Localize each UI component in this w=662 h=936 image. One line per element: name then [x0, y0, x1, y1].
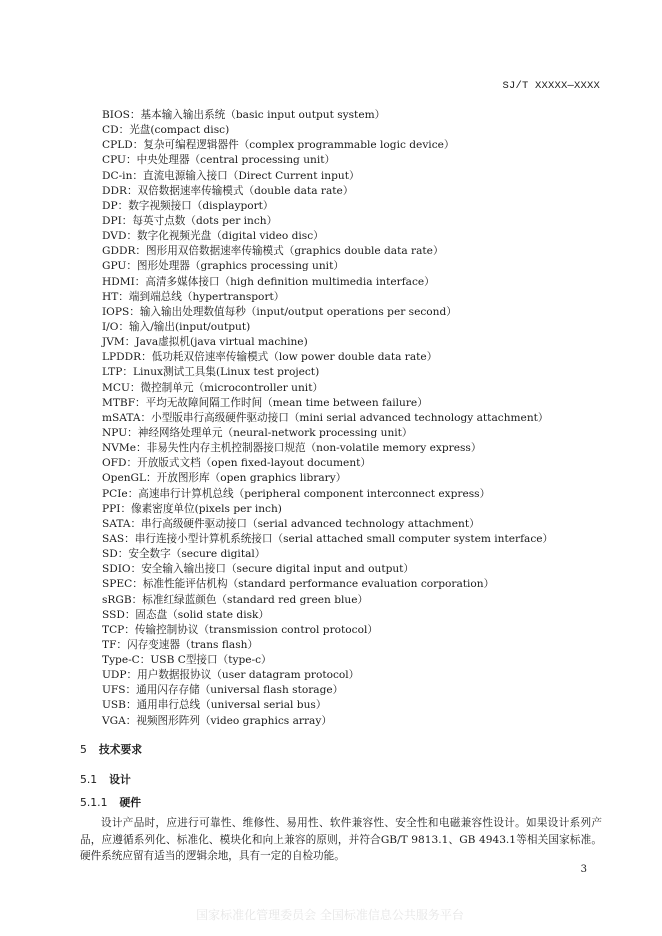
section-title: 技术要求 [98, 743, 143, 756]
abbreviation-item: UDP：用户数据报协议（user datagram protocol） [102, 669, 360, 682]
abbreviation-item: TF：闪存变速器（trans flash） [102, 638, 259, 651]
abbreviation-item: MCU：微控制单元（microcontroller unit） [102, 381, 324, 394]
abbreviation-item: USB：通用串行总线（universal serial bus） [102, 699, 327, 712]
abbreviation-list [102, 108, 622, 729]
abbreviation-item: GPU：图形处理器（graphics processing unit） [102, 260, 344, 273]
abbreviation-item: DVD：数字化视频光盘（digital video disc） [102, 230, 324, 243]
abbreviation-item: CPLD：复杂可编程逻辑器件（complex programmable logic device） [102, 139, 455, 152]
section-title: 硬件 [119, 796, 142, 809]
section-heading-5-1 [80, 772, 131, 787]
abbreviation-item: I/O：输入/输出(input/output) [102, 320, 251, 333]
abbreviation-item: DC-in：直流电源输入接口（Direct Current input） [102, 169, 360, 182]
abbreviation-item: BIOS：基本输入输出系统（basic input output system） [102, 109, 386, 121]
abbreviation-item: MTBF：平均无故障间隔工作时间（mean time between failure） [102, 396, 428, 409]
abbreviation-item: DPI：每英寸点数（dots per inch） [102, 214, 278, 227]
abbreviation-item: SPEC：标准性能评估机构（standard performance evaluation corporation） [102, 578, 495, 591]
standard-number-header: SJ/T XXXXX—XXXX [502, 80, 600, 92]
abbreviation-item: VGA：视频图形阵列（video graphics array） [102, 714, 332, 727]
abbreviation-item: DDR：双倍数据速率传输模式（double data rate） [102, 184, 354, 197]
hardware-requirements-paragraph: 设计产品时，应进行可靠性、维修性、易用性、软件兼容性、安全性和电磁兼容性设计。如果设计系列产品，应遵循系列化、标准化、模块化和向上兼容的原则，并符合GB/T 9813.1、GB 4943.1等相关国家标准。硬件系统应留有适当的逻辑余地，具有一定的自检功能。 [80, 817, 602, 862]
section-heading-5 [80, 742, 142, 757]
section-number: 5.1.1 [80, 796, 108, 809]
abbreviation-item: LTP：Linux测试工具集(Linux test project) [102, 366, 320, 379]
abbreviation-item: sRGB：标准红绿蓝颜色（standard red green blue） [102, 593, 369, 606]
abbreviation-item: TCP：传输控制协议（transmission control protocol） [102, 623, 378, 636]
watermark-text: 国家标准化管理委员会 全国标准信息公共服务平台 [196, 908, 464, 922]
abbreviation-item: OpenGL：开放图形库（open graphics library） [102, 472, 347, 485]
abbreviation-item: SAS：串行连接小型计算机系统接口（serial attached small computer system interface） [102, 532, 554, 545]
abbreviation-item: OFD：开放版式文档（open fixed-layout document） [102, 457, 371, 470]
abbreviation-item: mSATA：小型版串行高级硬件驱动接口（mini serial advanced technology attachment） [102, 411, 549, 424]
abbreviation-item: JVM：Java虚拟机(java virtual machine) [102, 336, 308, 349]
abbreviation-item: UFS：通用闪存存储（universal flash storage） [102, 684, 344, 697]
abbreviation-item: PCIe：高速串行计算机总线（peripheral component interconnect express） [102, 487, 491, 500]
abbreviation-item: SDIO：安全输入输出接口（secure digital input and output） [102, 563, 415, 576]
abbreviation-item: NVMe：非易失性内存主机控制器接口规范（non-volatile memory express） [102, 442, 482, 455]
section-number: 5 [80, 743, 87, 756]
abbreviation-item: PPI：像素密度单位(pixels per inch) [102, 502, 282, 515]
section-title: 设计 [109, 773, 131, 786]
abbreviation-item: SSD：固态盘（solid state disk） [102, 608, 270, 621]
abbreviation-item: CD：光盘(compact disc) [102, 124, 230, 137]
section-number: 5.1 [80, 773, 98, 786]
abbreviation-item: CPU：中央处理器（central processing unit） [102, 154, 336, 167]
abbreviation-item: NPU：神经网络处理单元（neural-network processing unit） [102, 426, 413, 439]
abbreviation-item: HT：端到端总线（hypertransport） [102, 290, 285, 303]
abbreviation-item: Type-C：USB C型接口（type-c） [102, 654, 272, 667]
page-number: 3 [580, 864, 587, 875]
abbreviation-item: SD：安全数字（secure digital） [102, 548, 266, 561]
abbreviation-item: LPDDR：低功耗双倍速率传输模式（low power double data rate） [102, 351, 438, 364]
abbreviation-item: DP：数字视频接口（displayport） [102, 199, 274, 212]
section-heading-5-1-1 [80, 795, 141, 810]
abbreviation-item: IOPS：输入输出处理数值每秒（input/output operations per second） [102, 305, 457, 318]
abbreviation-item: GDDR：图形用双倍数据速率传输模式（graphics double data rate） [102, 245, 444, 258]
abbreviation-item: SATA：串行高级硬件驱动接口（serial advanced technology attachment） [102, 517, 480, 530]
abbreviation-item: HDMI：高清多媒体接口（high definition multimedia interface） [102, 275, 435, 288]
